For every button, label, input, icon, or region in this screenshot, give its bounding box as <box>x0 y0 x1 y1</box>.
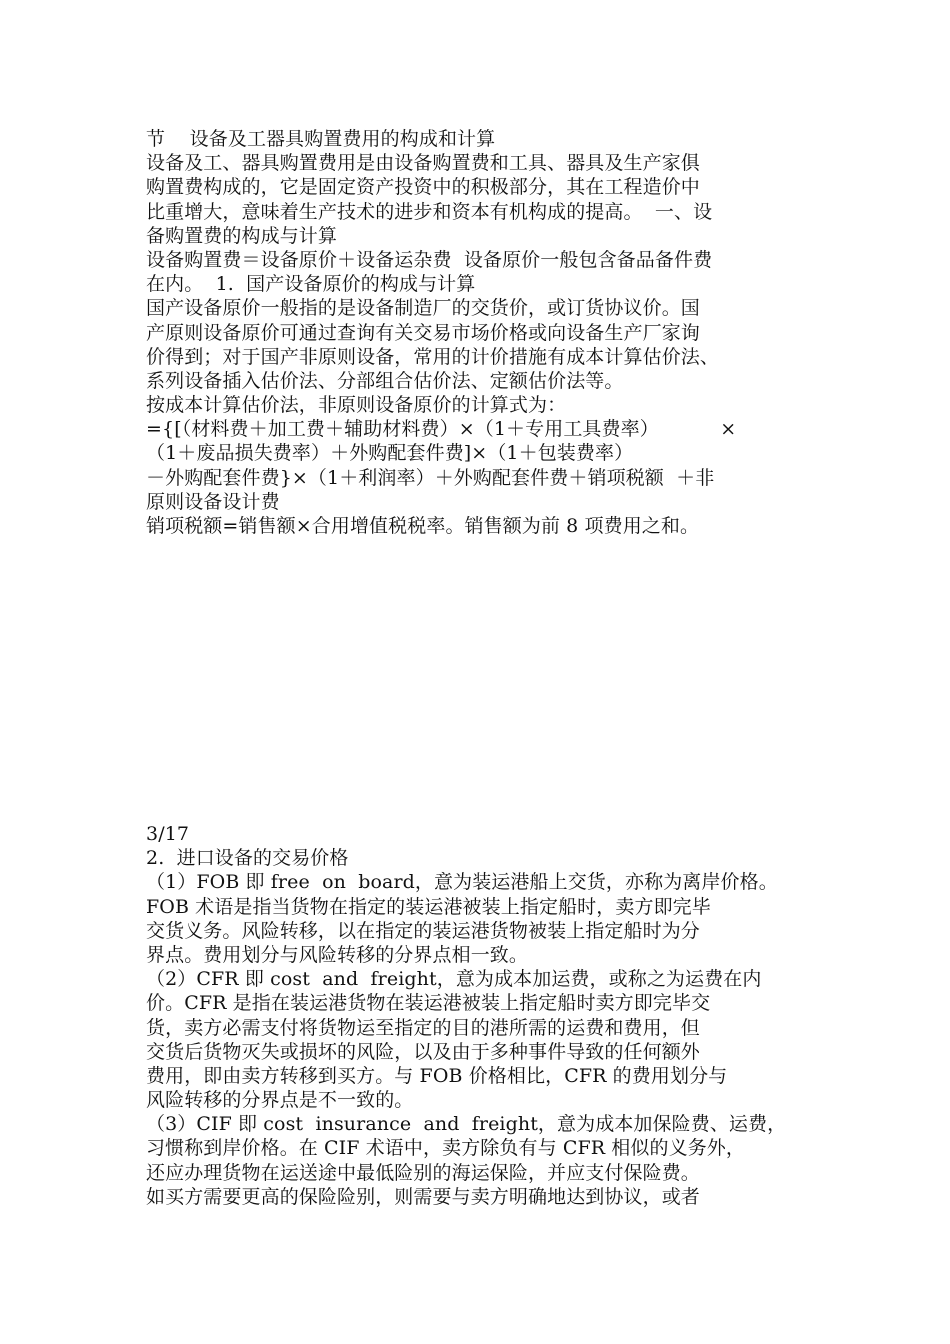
page-number: 3/17 <box>146 823 190 845</box>
paragraph-line: FOB 术语是指当货物在指定的装运港被装上指定船时，卖方即完毕 <box>146 895 711 918</box>
paragraph-line: 国产设备原价一般指的是设备制造厂的交货价，或订货协议价。国 <box>146 297 700 320</box>
paragraph-line: 还应办理货物在运送途中最低险别的海运保险，并应支付保险费。 <box>146 1161 700 1184</box>
paragraph-line: 备购置费的构成与计算 <box>146 224 338 247</box>
paragraph-line: 风险转移的分界点是不一致的。 <box>146 1089 414 1112</box>
paragraph-line: 设备及工、器具购置费用是由设备购置费和工具、器具及生产家俱 <box>146 152 700 175</box>
section-import-price <box>146 822 814 1209</box>
paragraph-line: 系列设备插入估价法、分部组合估价法、定额估价法等。 <box>146 369 624 392</box>
paragraph-line: 习惯称到岸价格。在 CIF 术语中，卖方除负有与 CFR 相似的义务外， <box>146 1137 746 1160</box>
section-equipment-cost <box>146 127 814 538</box>
paragraph-line: 货，卖方必需支付将货物运至指定的目的港所需的运费和费用，但 <box>146 1016 700 1039</box>
section-heading: 节 设备及工器具购置费用的构成和计算 <box>146 128 496 150</box>
paragraph-line: 交货后货物灭失或损坏的风险，以及由于多种事件导致的任何额外 <box>146 1040 700 1063</box>
paragraph-line: 如买方需要更高的保险险别，则需要与卖方明确地达到协议，或者 <box>146 1185 700 1208</box>
paragraph-line: 界点。费用划分与风险转移的分界点相一致。 <box>146 943 529 966</box>
paragraph-line: 销项税额=销售额×合用增值税税率。销售额为前 8 项费用之和。 <box>146 515 700 537</box>
formula-line: 原则设备设计费 <box>146 490 280 513</box>
paragraph-line: （2）CFR 即 cost and freight，意为成本加运费，或称之为运费在内 <box>146 968 762 991</box>
formula-line: －外购配套件费}×（1＋利润率）＋外购配套件费＋销项税额 ＋非 <box>146 466 715 489</box>
formula-line: （1＋废品损失费率）＋外购配套件费]×（1＋包装费率） <box>146 442 634 465</box>
section-heading: 2. 进口设备的交易价格 <box>146 847 349 870</box>
paragraph-line: （3）CIF 即 cost insurance and freight，意为成本加保险费、运费， <box>146 1113 787 1136</box>
paragraph-line: 交货义务。风险转移，以在指定的装运港货物被装上指定船时为分 <box>146 919 700 942</box>
paragraph-line: 比重增大，意味着生产技术的进步和资本有机构成的提高。 一、设 <box>146 200 713 223</box>
paragraph-line: 设备购置费＝设备原价＋设备运杂费 设备原价一般包含备品备件费 <box>146 248 713 271</box>
paragraph-line: 费用，即由卖方转移到买方。与 FOB 价格相比，CFR 的费用划分与 <box>146 1064 728 1087</box>
paragraph-line: 购置费构成的，它是固定资产投资中的积极部分，其在工程造价中 <box>146 176 700 199</box>
paragraph-line: 产原则设备原价可通过查询有关交易市场价格或向设备生产厂家询 <box>146 321 700 344</box>
paragraph-line: 价得到；对于国产非原则设备，常用的计价措施有成本计算估价法、 <box>146 345 720 368</box>
paragraph-line: 价。CFR 是指在装运港货物在装运港被装上指定船时卖方即完毕交 <box>146 992 711 1015</box>
paragraph-line: （1）FOB 即 free on board，意为装运港船上交货，亦称为离岸价格。 <box>146 871 778 894</box>
paragraph-line: 在内。 1. 国产设备原价的构成与计算 <box>146 273 476 296</box>
formula-line: ={[（材料费＋加工费＋辅助材料费）×（1＋专用工具费率） × <box>146 418 737 441</box>
paragraph-line: 按成本计算估价法，非原则设备原价的计算式为： <box>146 394 567 417</box>
